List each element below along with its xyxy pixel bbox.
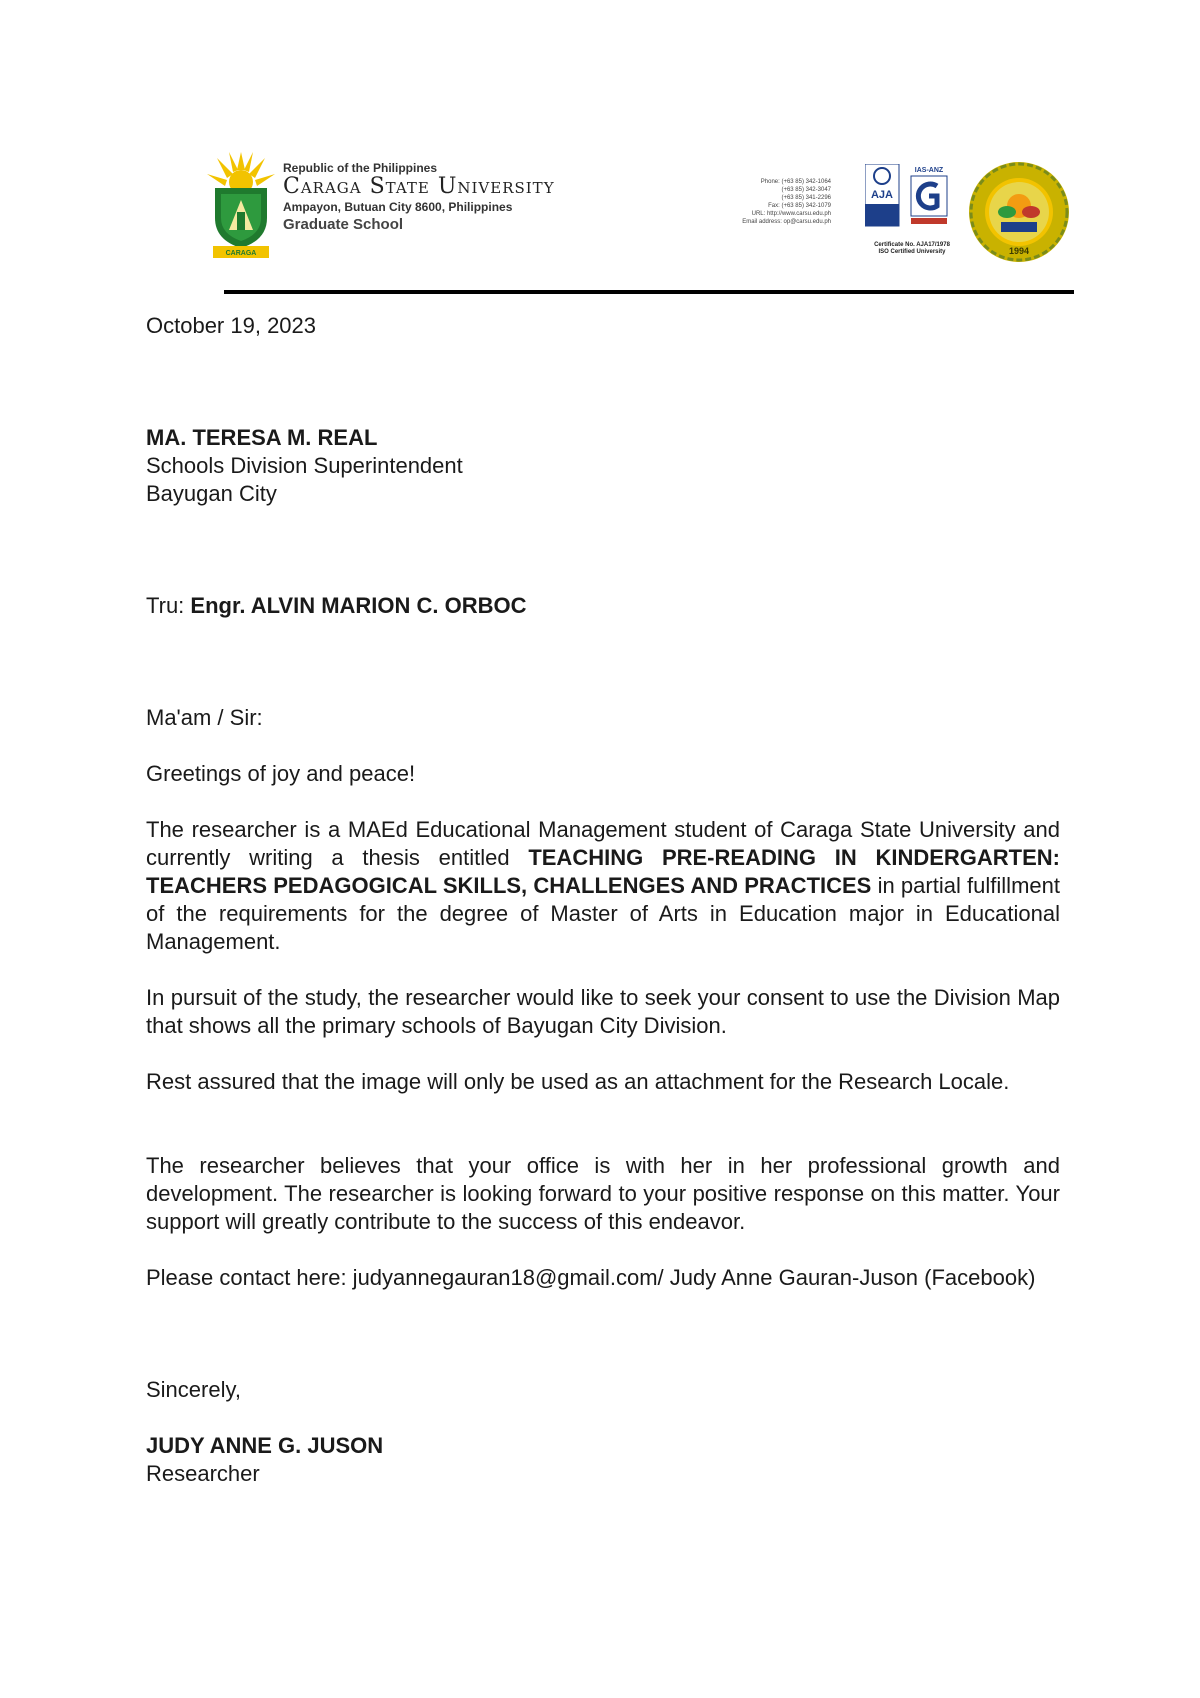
- paragraph-text: in partial fulfillment of the requirements for the degree of Master of Arts in Education major in Educational Management.: [146, 873, 1060, 954]
- paragraph-consent: In pursuit of the study, the researcher would like to seek your consent to use the Division Map that shows all the primary schools of Bayugan City Division.: [146, 985, 1060, 1038]
- thru-name: Engr. ALVIN MARION C. ORBOC: [190, 593, 527, 618]
- signer-title: Researcher: [146, 1461, 260, 1486]
- csu-logo-label: CARAGA: [225, 250, 257, 257]
- cert-caption: [857, 242, 967, 256]
- contact-line: Fax: (+63 85) 342-1079: [768, 203, 831, 209]
- university-address: Ampayon, Butuan City 8600, Philippines: [283, 200, 513, 214]
- signer-name: JUDY ANNE G. JUSON: [146, 1433, 384, 1458]
- contact-line: (+63 85) 342-3047: [781, 187, 831, 193]
- paragraph-contact: Please contact here: judyannegauran18@gmail.com/ Judy Anne Gauran-Juson (Facebook): [146, 1265, 1036, 1290]
- graduate-school-seal-icon: [967, 160, 1071, 264]
- contact-line: URL: http://www.carsu.edu.ph: [751, 211, 831, 217]
- cert-caption-line: ISO Certified University: [878, 249, 946, 255]
- thesis-title: TEACHING PRE-READING IN KINDERGARTEN: TEACHERS PEDAGOGICAL SKILLS, CHALLENGES AND PRACTICES: [146, 845, 1060, 898]
- letter-date: October 19, 2023: [146, 313, 317, 338]
- recipient-place: Bayugan City: [146, 481, 277, 506]
- thru-line: [146, 592, 1060, 620]
- thru-label: Tru:: [146, 593, 191, 618]
- contact-block: [723, 178, 831, 226]
- greeting: Greetings of joy and peace!: [146, 761, 416, 786]
- republic-line: Republic of the Philippines: [283, 161, 438, 175]
- recipient-name: MA. TERESA M. REAL: [146, 425, 378, 450]
- paragraph-support: The researcher believes that your office is with her in her professional growth and development. The researcher is looking forward to your positive response on this matter. Your support will greatly contribute to the success of this endeavor.: [146, 1153, 1060, 1234]
- salutation: Ma'am / Sir:: [146, 705, 263, 730]
- closing: Sincerely,: [146, 1377, 241, 1402]
- paragraph-assurance: Rest assured that the image will only be used as an attachment for the Research Locale.: [146, 1069, 1010, 1094]
- csu-logo-icon: [205, 148, 277, 260]
- contact-line: (+63 85) 341-2296: [781, 195, 831, 201]
- letterhead-divider: [224, 290, 1074, 294]
- cert-caption-line: Certificate No. AJA17/1978: [874, 242, 950, 248]
- letterhead-text: [283, 162, 555, 232]
- school-name: Graduate School: [283, 216, 404, 233]
- paragraph-thesis: [146, 816, 1060, 956]
- university-name: Caraga State University: [283, 174, 555, 199]
- letterhead: [205, 148, 1085, 268]
- contact-line: Phone: (+63 85) 342-1064: [760, 179, 831, 185]
- paragraph-text: The researcher is a MAEd Educational Management student of Caraga State University and currently writing a thesis entitled: [146, 817, 1060, 870]
- seal-year: 1994: [1008, 246, 1030, 256]
- cert-ias: IAS-ANZ: [914, 167, 944, 174]
- contact-line: Email address: op@carsu.edu.ph: [742, 219, 831, 225]
- recipient-title: Schools Division Superintendent: [146, 453, 463, 478]
- cert-acronym: AJA: [870, 189, 894, 201]
